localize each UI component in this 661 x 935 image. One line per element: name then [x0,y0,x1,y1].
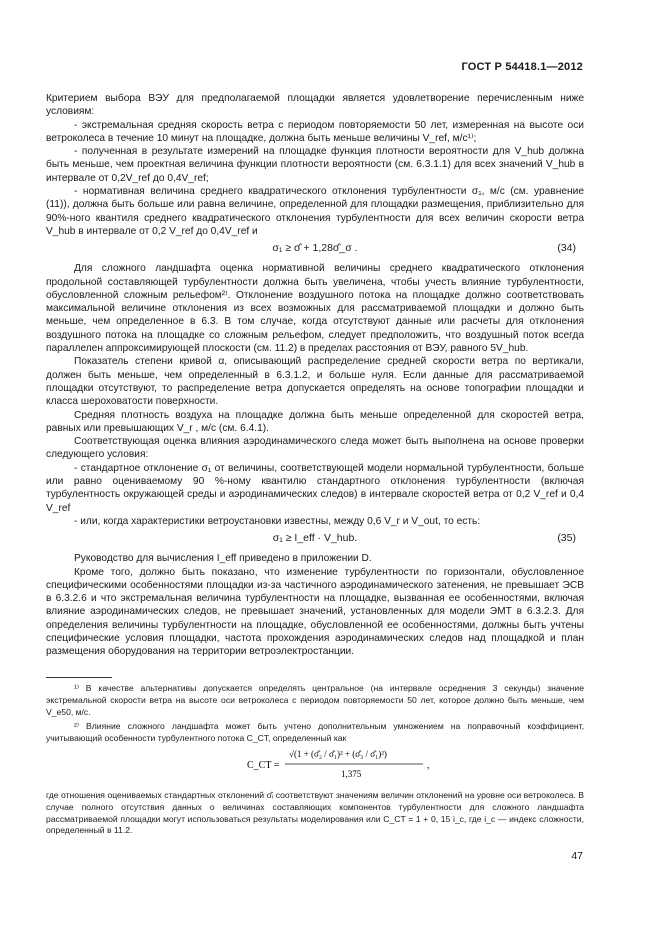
equation-35 [46,530,584,548]
formula-denominator: 1,375 [341,769,362,779]
formula-numerator: √(1 + (σ̂₂ / σ̂₁)² + (σ̂₃ / σ̂₁)²) [289,749,387,759]
paragraph: Соответствующая оценка влияния аэродинамического следа может быть выполнена на основе проверки следующего условия: [46,436,584,461]
paragraph: Для сложного ландшафта оценка нормативной величины среднего квадратического отклонения продольной составляющей турбулентности должна быть увеличена, чтобы учесть влияние турбулентности, обусловленной сложным рельефом²⁾. Отклонение воздушного потока на площадке должно соответствовать максимальной величине отклонения из всех возможных для рассматриваемой площадки и должно быть меньше, чем определенное в 6.3. В том случае, когда отсутствуют данные или расчеты для отклонения воздушного потока на площадке со сложным рельефом, следует предположить, что воздушный поток всегда параллелен аппроксимирующей плоскости (см. 11.2) в пределах расстояния от ВЭУ, равного 5V_hub. [46,263,584,355]
main-text [46,92,584,659]
equation-formula: σ₁ ≥ σ̂ + 1,28σ̂_σ . [272,242,358,255]
document-header: ГОСТ Р 54418.1—2012 [461,61,583,73]
equation-number: (35) [557,532,576,545]
footnote-2-continuation [46,790,584,837]
paragraph: Средняя плотность воздуха на площадке должна быть меньше определенной для скоростей ветра, равных или превышающих V_r , м/с (см. 6.4.1). [46,409,584,434]
paragraph: - полученная в результате измерений на площадке функция плотности вероятности для V_hub должна быть меньше, чем проектная величина функции плотности вероятности (см. 6.3.1.1) для всех значений V_hub в интервале от 0,2V_ref до 0,4V_ref; [46,146,584,184]
formula-lhs: C_CT = [247,760,280,771]
equation-34 [46,240,584,258]
paragraph: - экстремальная средняя скорость ветра с периодом повторяемости 50 лет, измеренная на высоте оси ветроколеса в течение 10 минут на площадке, должна быть меньше величины V_ref, м/с¹⁾; [46,119,584,144]
equation-formula: σ₁ ≥ I_eff · V_hub. [272,532,358,545]
cct-formula [245,742,445,786]
paragraph: - нормативная величина среднего квадратического отклонения турбулентности σ₁, м/с (см. уравнение (11)), должна быть больше или равна величине, определенной для площадки размещения, приблизительно для 90%-ного квантиля среднего квадратического отклонения турбулентности для всех величин скорости ветра V_hub в интервале от 0,2 V_ref до 0,4V_ref и [46,186,584,237]
paragraph: - стандартное отклонение σ₁ от величины, соответствующей модели нормальной турбулентности, больше или равно оцениваемому 90 %-ному квантилю стандартного отклонения турбулентности (включая турбулентность окружающей среды и аэродинамических следов) в интервале скоростей ветра от 0,2 V_ref и 0,4 V_ref [46,462,584,514]
page-number: 47 [571,850,583,862]
footnote-2: ²⁾ Влияние сложного ландшафта может быть учтено дополнительным умножением на поправочный коэффициент, учитывающий особенности турбулентного потока C_CT, определенный как [46,721,584,744]
footnote-1: ¹⁾ В качестве альтернативы допускается определять центральное (на интервале осреднения 3 секунды) значение экстремальной скорости ветра на высоте оси ветроколеса с периодом повторяемости 50 лет, которое должно быть меньше, чем V_e50, м/с. [46,683,584,717]
equation-number: (34) [557,242,576,255]
paragraph: Критерием выбора ВЭУ для предполагаемой площадки является удовлетворение перечисленным ниже условиям: [46,93,584,118]
paragraph: Кроме того, должно быть показано, что изменение турбулентности по горизонтали, обусловленное специфическими особенностями площадки из-за частичного аэродинамического затенения, не превышает ЭСВ в 6.3.2.6 и что экстремальная величина турбулентности на площадке, вызванная ее особенностями, включая влияние аэродинамических следов, не превышает значений, установленных для модели ЭМТ в 6.3.2.3. Для определения величины турбулентности на площадке, обусловленной ее особенностями, должны быть учтены специфические условия площадки, частота прохождения аэродинамических следов над площадкой и план размещения оборудования на территории ветроэлектростанции. [46,566,584,658]
paragraph: - или, когда характеристики ветроустановки известны, между 0,6 V_r и V_out, то есть: [74,515,481,527]
footnote-2-tail: где отношения оцениваемых стандартных отклонений σ̂ᵢ соответствуют значениям величин отклонений на уровне оси ветроколеса. В случае полного отсутствия данных о величинах составляющих компонентов турбулентности для сложного ландшафта рассматриваемой площадки могут использоваться результаты моделирования или C_CT = 1 + 0, 15 i_c, где i_c — индекс сложности, определенный в 11.2. [46,790,584,836]
paragraph: Показатель степени кривой α, описывающий распределение средней скорости ветра по вертикали, должен быть меньше, чем определенный в 6.3.1.2, и больше нуля. Если данные для рассматриваемой площадки отсутствуют, то распределение ветра допускается определять на основе топографии площадки и класса шероховатости поверхности. [46,356,584,408]
paragraph: Руководство для вычисления I_eff приведено в приложении D. [74,553,372,565]
footnotes-block [46,683,584,745]
footnote-separator [46,677,112,678]
formula-comma: , [427,760,430,771]
